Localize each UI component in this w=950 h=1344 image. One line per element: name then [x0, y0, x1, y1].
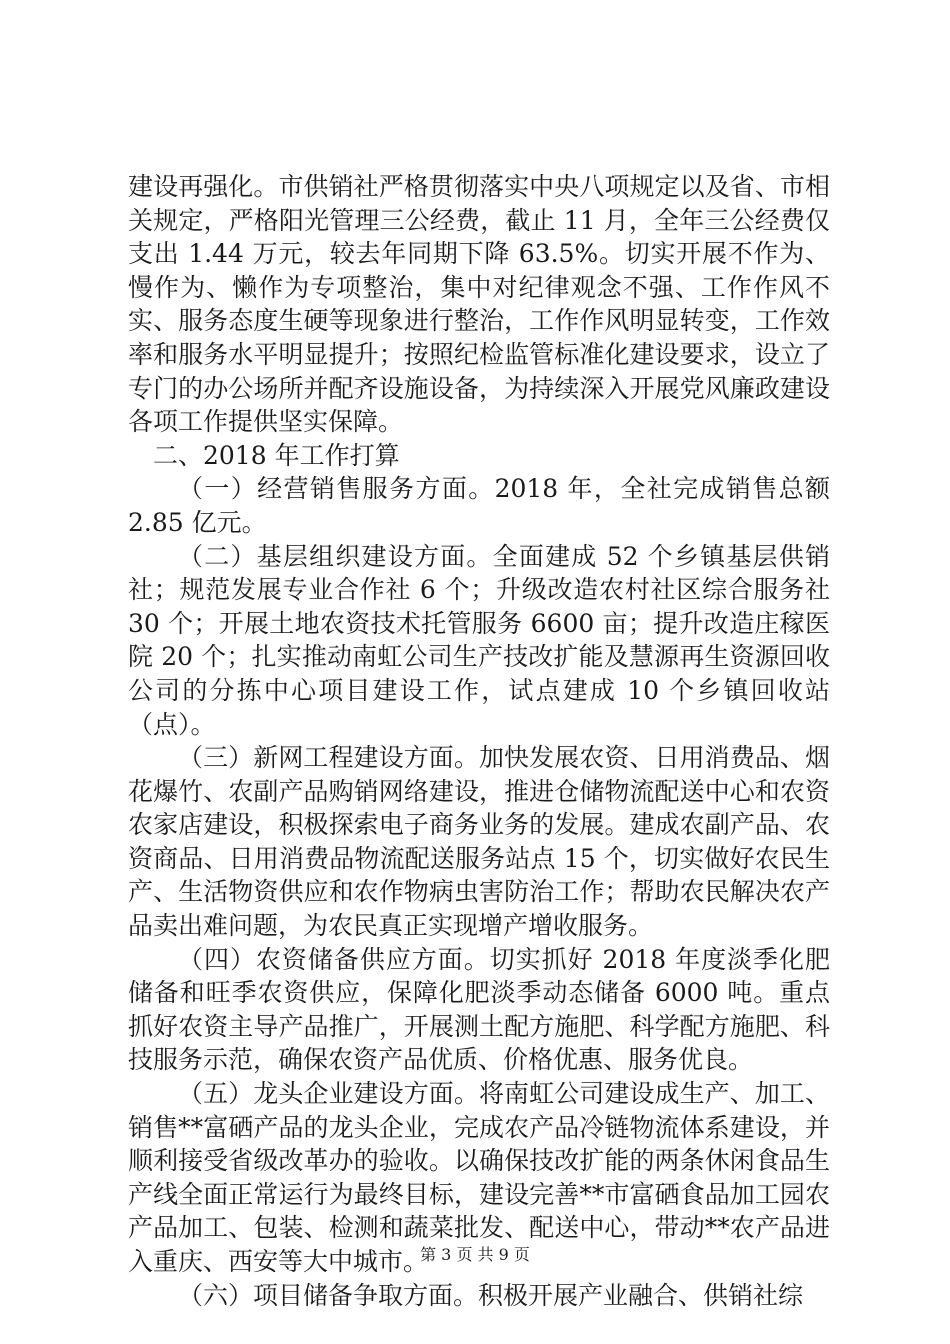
paragraph-integrity-building: 建设再强化。市供销社严格贯彻落实中央八项规定以及省、市相关规定，严格阳光管理三公经费，截止 11 月，全年三公经费仅支出 1.44 万元，较去年同期下降 63.5%。切实开展不作为、慢作为、懒作为专项整治，集中对纪律观念不强、工作作风不实、服务态度生硬等现象进行整治，工作作风明显转变，工作效率和服务水平明显提升；按照纪检监管标准化建设要求，设立了专门的办公场所并配齐设施设备，为持续深入开展党风廉政建设各项工作提供坚实保障。	[128, 172, 830, 437]
paragraph-new-network-project: （三）新网工程建设方面。加快发展农资、日用消费品、烟花爆竹、农副产品购销网络建设，推进仓储物流配送中心和农资农家店建设，积极探索电子商务业务的发展。建成农副产品、农资商品、日用消费品物流配送服务站点 15 个，切实做好农民生产、生活物资供应和农作物病虫害防治工作；帮助农民解决农产品卖出难问题，为农民真正实现增产增收服务。	[128, 743, 830, 941]
section-heading-2018-plan: 二、2018 年工作打算	[153, 440, 400, 470]
page-number-footer: 第 3 页 共 9 页	[420, 1245, 530, 1264]
paragraph-leading-enterprise: （五）龙头企业建设方面。将南虹公司建设成生产、加工、销售**富硒产品的龙头企业，完成农产品冷链物流体系建设，并顺利接受省级改革办的验收。以确保技改扩能的两条休闲食品生产线全面正常运行为最终目标，建设完善**市富硒食品加工园农产品加工、包装、检测和蔬菜批发、配送中心，带动**农产品进入重庆、西安等大中城市。	[128, 1079, 830, 1276]
paragraph-sales-service: （一）经营销售服务方面。2018 年，全社完成销售总额 2.85 亿元。	[128, 474, 830, 537]
paragraph-agri-supply-reserve: （四）农资储备供应方面。切实抓好 2018 年度淡季化肥储备和旺季农资供应，保障化肥淡季动态储备 6000 吨。重点抓好农资主导产品推广，开展测土配方施肥、科学配方施肥、科技服务示范，确保农资产品优质、价格优惠、服务优良。	[128, 944, 830, 1075]
paragraph-grassroots-organization: （二）基层组织建设方面。全面建成 52 个乡镇基层供销社；规范发展专业合作社 6 个；升级改造农村社区综合服务社 30 个；开展土地农资技术托管服务 6600 亩；提升改造庄稼医院 20 个；扎实推动南虹公司生产技改扩能及慧源再生资源回收公司的分拣中心项目建设工作，试点建成 10 个乡镇回收站（点）。	[128, 541, 830, 739]
paragraph-project-reserve: （六）项目储备争取方面。积极开展产业融合、供销社综	[178, 1280, 804, 1310]
body-text	[128, 170, 830, 1312]
